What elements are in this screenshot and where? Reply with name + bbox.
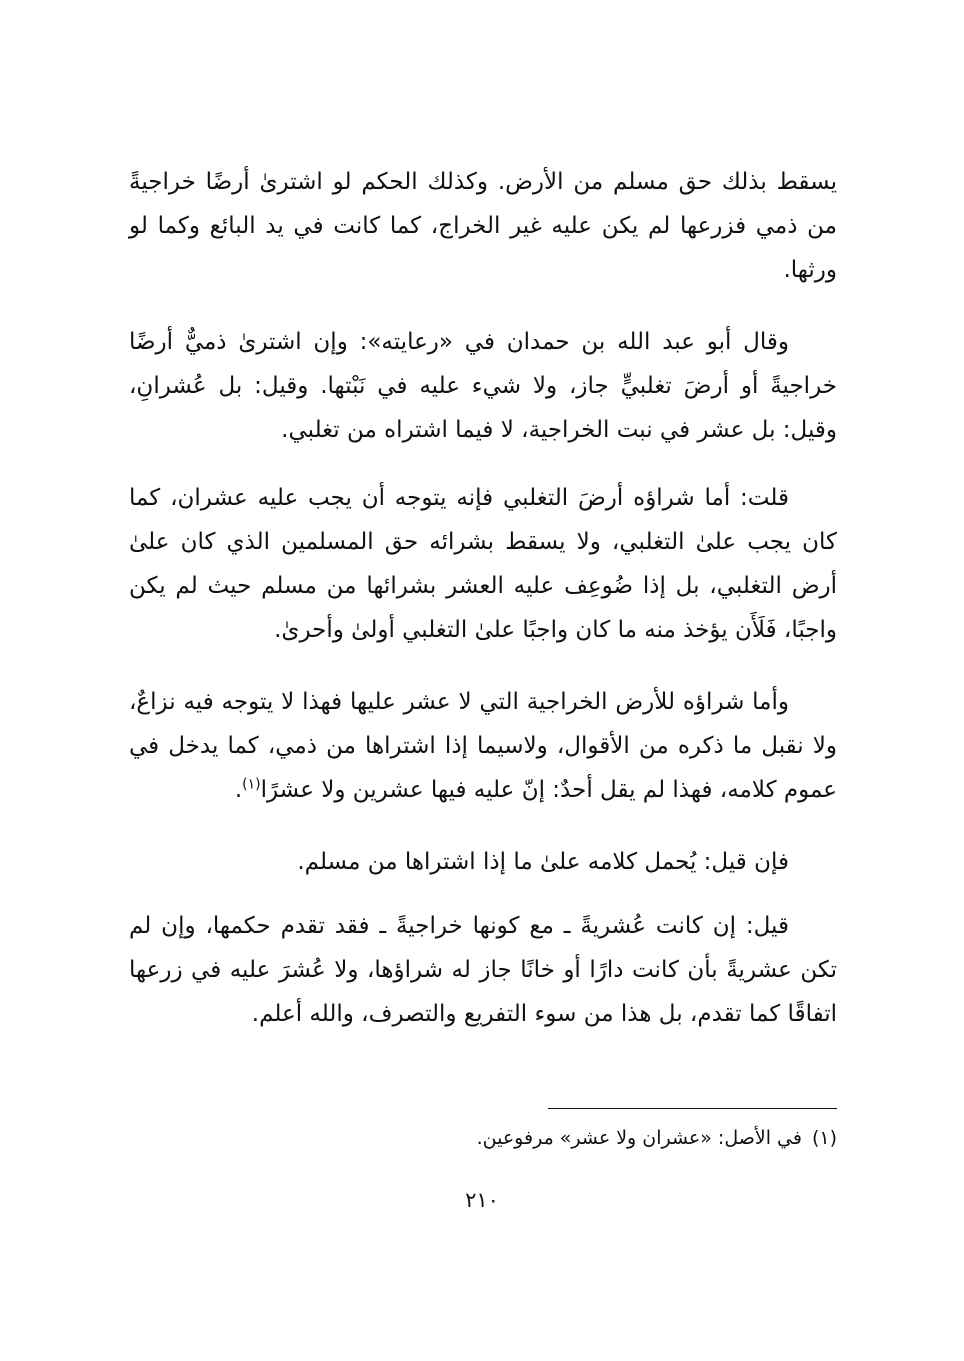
paragraph-4-text: وأما شراؤه للأرض الخراجية التي لا عشر عليها فهذا لا يتوجه فيه نزاعٌ، ولا نقبل ما ذكره من الأقوال، ولاسيما إذا اشتراها من ذمي، كما يدخل في عموم كلامه، فهذا لم يقل أحدٌ: إنّ عليه فيها عشرين ولا عشرًا — [129, 689, 837, 803]
paragraph-4-end: . — [234, 777, 243, 803]
paragraph-3: قلت: أما شراؤه أرضَ التغلبي فإنه يتوجه أن يجب عليه عشران، كما كان يجب علىٰ التغلبي، ولا يسقط بشرائه حق المسلمين الذي كان علىٰ أرض التغلبي، بل إذا ضُوعِف عليه العشر بشرائها من مسلم حيث لم يكن واجبًا، فَلَأَن يؤخذ منه ما كان واجبًا علىٰ التغلبي أولىٰ وأحرىٰ. — [129, 485, 837, 643]
footnote-text: في الأصل: «عشران ولا عشر» مرفوعين. — [476, 1127, 802, 1149]
paragraph-4 — [129, 680, 837, 812]
footnote-reference[interactable]: (١) — [242, 776, 261, 793]
paragraph-6: قيل: إن كانت عُشريةً ـ مع كونها خراجيةً ـ فقد تقدم حكمها، وإن لم تكن عشريةً بأن كانت دارًا أو خانًا جاز له شراؤها، ولا عُشرَ عليه في زرعها اتفاقًا كما تقدم، بل هذا من سوء التفريع والتصرف، والله أعلم. — [129, 913, 837, 1027]
paragraph-2: وقال أبو عبد الله بن حمدان في «رعايته»: وإن اشترىٰ ذميٌّ أرضًا خراجيةً أو أرضَ تغلبيٍّ جاز، ولا شيء عليه في نَبْتها. وقيل: بل عُشرانِ، وقيل: بل عشر في نبت الخراجية، لا فيما اشتراه من تغلبي. — [129, 329, 837, 443]
paragraph-5: فإن قيل: يُحمل كلامه علىٰ ما إذا اشتراها من مسلم. — [297, 849, 789, 875]
footnote-divider — [548, 1108, 837, 1109]
footnote — [129, 1118, 837, 1158]
footnote-number: (١) — [811, 1127, 837, 1149]
page-number: ٢١٠ — [465, 1188, 499, 1212]
paragraph-1: يسقط بذلك حق مسلم من الأرض. وكذلك الحكم لو اشترىٰ أرضًا خراجيةً من ذمي فزرعها لم يكن عليه غير الخراج، كما كانت في يد البائع وكما لو ورثها. — [129, 169, 837, 283]
